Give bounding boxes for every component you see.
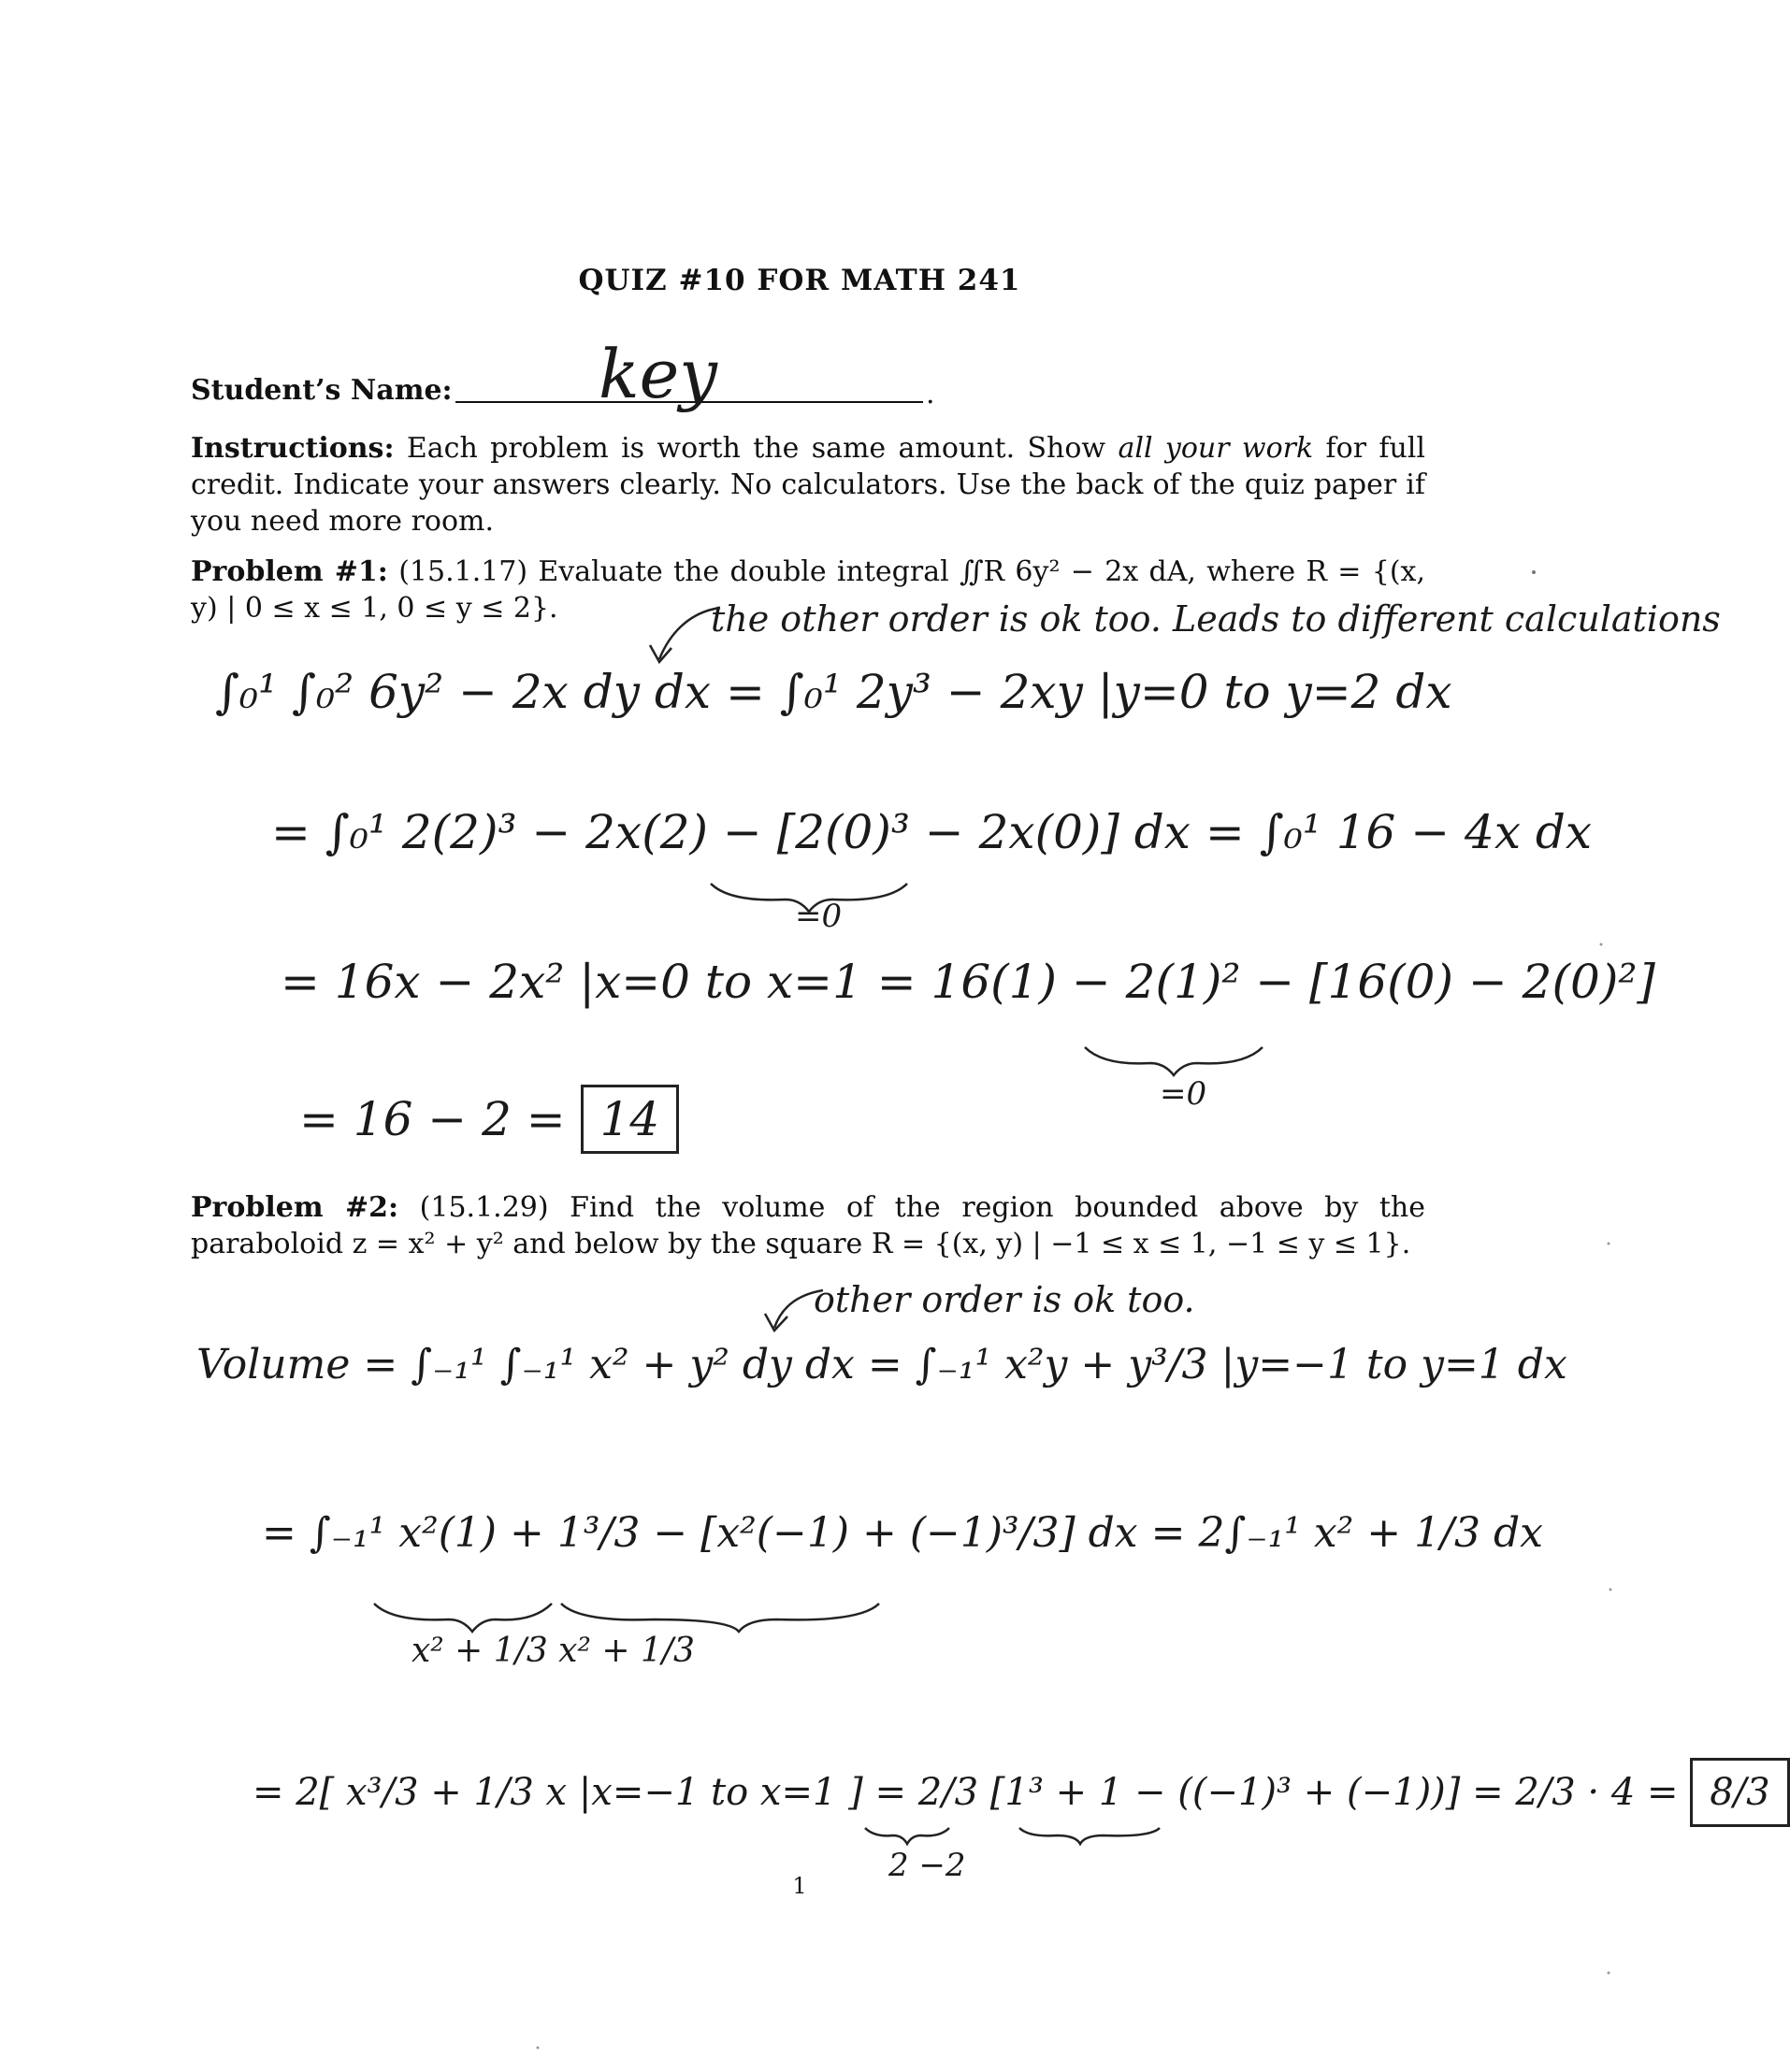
scan-speck (1610, 1589, 1612, 1591)
instructions-label: Instructions: (191, 432, 395, 465)
problem-1-work-line-2: = ∫₀¹ 2(2)³ − 2x(2) − [2(0)³ − 2x(0)] dx = ∫₀¹ 16 − 4x dx (271, 805, 1593, 859)
problem-2-underbrace-a (374, 1604, 552, 1632)
problem-2-work-under-labels: 2 −2 (888, 1847, 966, 1884)
problem-1-work-line-4-text: = 16 − 2 = (299, 1092, 566, 1146)
problem-2-work-brace-labels: x² + 1/3 x² + 1/3 (411, 1632, 695, 1670)
problem-1-work-zero-b: =0 (1160, 1075, 1207, 1113)
problem-2-underbrace-c (865, 1828, 949, 1844)
scan-speck (1608, 1243, 1610, 1245)
problem-1-work-line-3: = 16x − 2x² |x=0 to x=1 = 16(1) − 2(1)² − [16(0) − 2(0)²] (281, 955, 1655, 1009)
student-name-suffix: . (926, 378, 935, 410)
problem-2-text: (15.1.29) Find the volume of the region bounded above by the paraboloid z = x² + y² and below by the square R = {(x, y) | −1 ≤ x ≤ 1, −1 ≤ y ≤ 1}. (191, 1191, 1425, 1260)
scan-speck (537, 2047, 540, 2050)
instructions-emphasis: all your work (1118, 432, 1314, 465)
problem-1-underbrace-b (1085, 1047, 1263, 1075)
problem-1-answer-box: 14 (581, 1085, 680, 1154)
student-name-label: Student’s Name: (191, 374, 453, 407)
problem-2-work-line-3-text: = 2[ x³/3 + 1/3 x |x=−1 to x=1 ] = 2/3 [1³ + 1 − ((−1)³ + (−1))] = 2/3 · 4 = (253, 1771, 1679, 1814)
problem-2-work-line-2: = ∫₋₁¹ x²(1) + 1³/3 − [x²(−1) + (−1)³/3] dx = 2∫₋₁¹ x² + 1/3 dx (262, 1509, 1543, 1557)
problem-2-note: other order is ok too. (814, 1279, 1195, 1320)
instructions-text-2: for full credit. Indicate your answers clearly. No calculators. Use the back of the quiz paper if you need more room. (191, 432, 1425, 538)
problem-1-text: (15.1.17) Evaluate the double integral ∬R 6y² − 2x dA, where R = {(x, y) | 0 ≤ x ≤ 1, 0 ≤ y ≤ 2}. (191, 555, 1425, 625)
problem-2-answer-box: 8/3 (1690, 1758, 1789, 1827)
problem-2-label: Problem #2: (191, 1191, 399, 1224)
problem-2-work-line-1: Volume = ∫₋₁¹ ∫₋₁¹ x² + y² dy dx = ∫₋₁¹ x²y + y³/3 |y=−1 to y=1 dx (196, 1341, 1567, 1389)
problem-1-work-line-1: ∫₀¹ ∫₀² 6y² − 2x dy dx = ∫₀¹ 2y³ − 2xy |y=0 to y=2 dx (215, 665, 1452, 719)
scan-speck (1608, 1972, 1610, 1975)
page-number: 1 (792, 1873, 807, 1899)
handwritten-name: key (599, 335, 717, 413)
scan-speck (1532, 570, 1536, 574)
page-title: QUIZ #10 FOR MATH 241 (578, 264, 1021, 297)
instructions-text-1: Each problem is worth the same amount. Show (406, 432, 1106, 465)
problem-1-work-zero-a: =0 (795, 898, 843, 935)
problem-2-underbrace-d (1019, 1828, 1160, 1844)
problem-2-underbrace-b (561, 1604, 879, 1632)
problem-1-label: Problem #1: (191, 555, 388, 588)
problem-1-note: the other order is ok too. Leads to different calculations (711, 598, 1721, 640)
scan-speck (1600, 943, 1603, 946)
problem-1-underbrace-a (711, 884, 907, 912)
